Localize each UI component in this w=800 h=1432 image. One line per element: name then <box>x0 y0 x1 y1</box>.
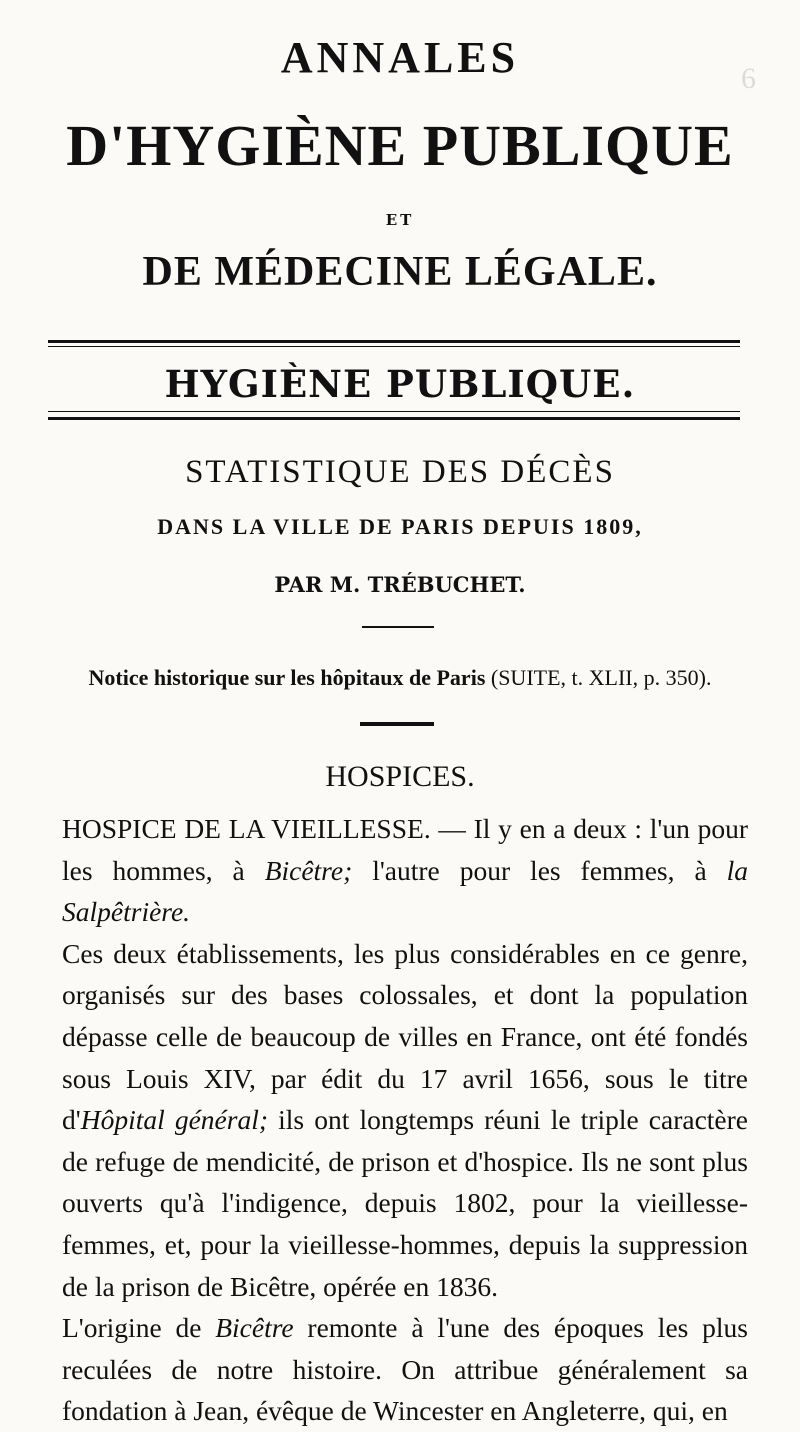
paragraph-1-italic-salpetriere: la Salpêtrière. <box>62 854 748 928</box>
article-subtitle: DANS LA VILLE DE PARIS DEPUIS 1809, <box>157 514 643 539</box>
bottom-double-rule-thin <box>48 411 740 412</box>
journal-title-line1: ANNALES <box>280 33 520 82</box>
article-author: PAR M. TRÉBUCHET. <box>274 572 526 597</box>
section-title: HYGIÈNE PUBLIQUE. <box>164 362 636 406</box>
paragraph-3 <box>62 1307 748 1432</box>
paragraph-2-italic-hopital: Hôpital général; <box>80 1104 269 1136</box>
paragraph-1 <box>62 808 748 933</box>
separator-rule <box>362 626 434 628</box>
journal-title-line3: DE MÉDECINE LÉGALE. <box>142 249 658 295</box>
paragraph-1-text-c: l'autre pour les femmes, à <box>352 854 727 886</box>
paragraph-3-italic-bicetre: Bicêtre <box>215 1312 294 1344</box>
top-double-rule-thin <box>48 346 740 347</box>
paragraph-2-text-a: Ces deux établissements, les plus considérables en ce genre, organisés sur des bases colossales, et dont la population dépasse celle de beaucoup de villes en France, ont été fondés sous Louis XIV, par édit du 17 avril 1656, sous le titre d' <box>62 937 748 1136</box>
paragraph-3-text-a: L'origine de <box>62 1312 216 1344</box>
paragraph-1-text-a: — Il y en a deux : l'un pour les hommes, à <box>62 813 748 886</box>
journal-title-line2: D'HYGIÈNE PUBLIQUE <box>66 113 734 178</box>
top-double-rule-thick <box>48 340 740 343</box>
body-text <box>62 808 748 1432</box>
paragraph-3-text-c: remonte à l'une des époques les plus reculées de notre histoire. On attribue généralement sa fondation à Jean, évêque de Wincester en Angleterre, qui, en <box>62 1312 748 1427</box>
journal-title-conjunction: ET <box>385 211 415 229</box>
paragraph-2 <box>62 933 748 1307</box>
bottom-double-rule-thick <box>48 417 740 420</box>
notice-reference: (SUITE, t. XLII, p. 350). <box>490 665 712 690</box>
paragraph-1-italic-bicetre: Bicêtre; <box>264 854 353 886</box>
chapter-heading: HOSPICES. <box>325 760 475 793</box>
notice-line <box>40 665 760 691</box>
separator-rule-2 <box>360 722 434 726</box>
paragraph-1-lead: HOSPICE DE LA VIEILLESSE. <box>62 813 431 844</box>
ghost-page-number: 6 <box>741 62 756 95</box>
paragraph-2-text-c: ils ont longtemps réuni le triple caractère de refuge de mendicité, de prison et d'hospice. Ils ne sont plus ouverts qu'à l'indigence, depuis 1802, pour la vieillesse-femmes, et, pour la vieillesse-hommes, depuis la suppression de la prison de Bicêtre, opérée en 1836. <box>62 1104 748 1302</box>
notice-title: Notice historique sur les hôpitaux de Paris <box>88 665 486 690</box>
article-title: STATISTIQUE DES DÉCÈS <box>185 454 615 490</box>
